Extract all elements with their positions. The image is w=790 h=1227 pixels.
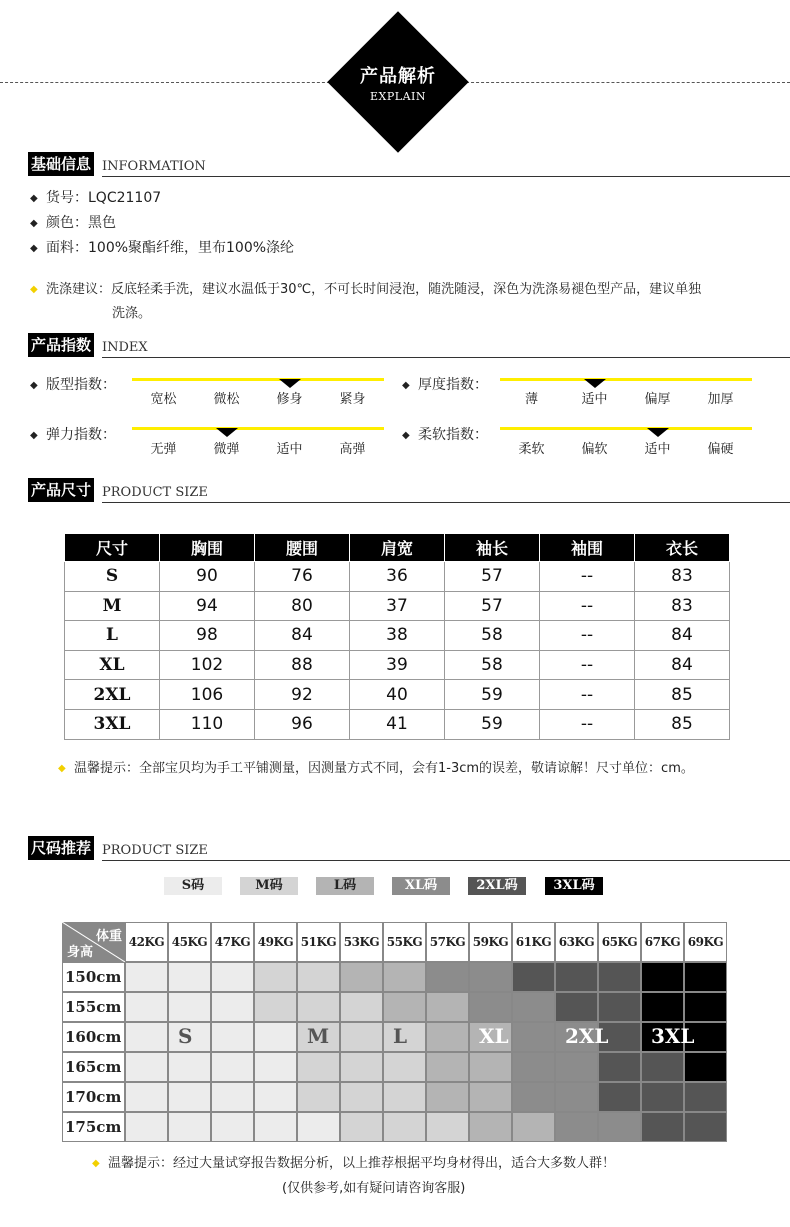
index-option: 薄 [524, 392, 539, 407]
size-header: 尺寸 [65, 534, 160, 562]
size-tip: ◆ 温馨提示：全部宝贝均为手工平铺测量，因测量方式不同，会有1-3cm的误差，敬请谅解！尺寸单位：cm。 [58, 761, 694, 776]
index-option: 适中 [581, 392, 608, 407]
legend-item: L码 [316, 877, 374, 895]
grid-cell [512, 962, 555, 992]
index-marker-icon [216, 428, 238, 437]
page-title: 产品解析 [360, 66, 436, 87]
grid-cell [684, 962, 727, 992]
grid-cell [426, 1112, 469, 1142]
grid-cell [254, 1022, 297, 1052]
size-header: 衣长 [635, 534, 730, 562]
wash-advice-cont: 洗涤。 [112, 306, 152, 321]
grid-cell [254, 962, 297, 992]
grid-cell [555, 1052, 598, 1082]
legend-item: XL码 [392, 877, 450, 895]
size-row [65, 562, 730, 592]
index-bar [500, 427, 752, 430]
recommend-tip: ◆ 温馨提示：经过大量试穿报告数据分析，以上推荐根据平均身材得出，适合大多数人群！ [92, 1156, 616, 1171]
header-dash-right [456, 82, 790, 83]
index-option: 微弹 [213, 442, 240, 457]
legend-item: M码 [240, 877, 298, 895]
legend-item: 3XL码 [545, 877, 603, 895]
weight-label: 47KG [214, 935, 251, 949]
weight-label: 57KG [429, 935, 466, 949]
section-recommend-en: PRODUCT SIZE [102, 843, 208, 858]
size-cell: 83 [635, 591, 730, 621]
size-cell: 84 [635, 621, 730, 651]
size-cell: 76 [255, 562, 350, 592]
section-index-title: 产品指数 [28, 333, 94, 357]
recommend-note: (仅供参考,如有疑问请咨询客服) [282, 1181, 466, 1196]
grid-cell [297, 992, 340, 1022]
index-bar [132, 427, 384, 430]
grid-cell [340, 1022, 383, 1052]
size-region-label: M [307, 1024, 330, 1048]
index-option: 紧身 [339, 392, 366, 407]
index-bar [500, 378, 752, 381]
grid-cell [297, 1082, 340, 1112]
grid-cell [512, 992, 555, 1022]
size-cell: 94 [160, 591, 255, 621]
grid-cell [340, 992, 383, 1022]
weight-label: 51KG [300, 935, 337, 949]
size-cell: 3XL [65, 709, 160, 739]
grid-cell [469, 1052, 512, 1082]
grid-cell [684, 1112, 727, 1142]
grid-cell [211, 1112, 254, 1142]
height-label: 155cm [65, 998, 122, 1016]
size-header: 袖围 [540, 534, 635, 562]
size-cell: L [65, 621, 160, 651]
grid-cell [297, 1052, 340, 1082]
index-option: 偏软 [581, 442, 608, 457]
weight-label: 45KG [171, 935, 208, 949]
weight-label: 53KG [343, 935, 380, 949]
grid-cell [211, 992, 254, 1022]
grid-cell [426, 962, 469, 992]
grid-cell [512, 1052, 555, 1082]
index-label: ◆ 厚度指数： [402, 377, 488, 393]
grid-cell [469, 992, 512, 1022]
grid-cell [426, 1052, 469, 1082]
grid-cell [125, 1082, 168, 1112]
size-table [64, 533, 730, 740]
size-cell: 106 [160, 680, 255, 710]
size-cell: 96 [255, 709, 350, 739]
size-cell: 57 [445, 591, 540, 621]
grid-cell [168, 1082, 211, 1112]
grid-cell [426, 1022, 469, 1052]
grid-cell [125, 1022, 168, 1052]
size-region-label: 2XL [565, 1024, 609, 1048]
section-recommend-title: 尺码推荐 [28, 836, 94, 860]
size-cell: 85 [635, 709, 730, 739]
index-marker-icon [584, 379, 606, 388]
grid-cell [254, 1052, 297, 1082]
grid-cell [598, 1082, 641, 1112]
size-cell: 58 [445, 621, 540, 651]
grid-cell [340, 962, 383, 992]
corner-weight: 体重 [95, 929, 122, 944]
index-option: 微松 [213, 392, 240, 407]
size-region-label: 3XL [651, 1024, 695, 1048]
size-header: 肩宽 [350, 534, 445, 562]
size-cell: 59 [445, 680, 540, 710]
grid-cell [254, 1082, 297, 1112]
size-cell: 2XL [65, 680, 160, 710]
size-cell: 36 [350, 562, 445, 592]
size-region-label: L [393, 1024, 408, 1048]
size-cell: 57 [445, 562, 540, 592]
grid-cell [469, 962, 512, 992]
index-label: ◆ 柔软指数： [402, 427, 488, 443]
size-cell: -- [540, 709, 635, 739]
grid-cell [383, 1112, 426, 1142]
index-marker-icon [279, 379, 301, 388]
grid-cell [383, 962, 426, 992]
index-marker-icon [647, 428, 669, 437]
grid-cell [211, 1052, 254, 1082]
size-region-label: XL [479, 1024, 509, 1048]
size-cell: 37 [350, 591, 445, 621]
grid-cell [340, 1112, 383, 1142]
info-line: ◆ 颜色：黑色 [30, 215, 116, 231]
grid-cell [512, 1112, 555, 1142]
size-cell: 85 [635, 680, 730, 710]
grid-cell [426, 1082, 469, 1112]
grid-cell [641, 962, 684, 992]
section-basic-en: INFORMATION [102, 159, 206, 174]
height-label: 170cm [65, 1088, 122, 1106]
info-line: ◆ 货号：LQC21107 [30, 190, 162, 206]
section-index-en: INDEX [102, 340, 148, 355]
weight-label: 65KG [601, 935, 638, 949]
index-option: 加厚 [707, 392, 734, 407]
size-cell: 98 [160, 621, 255, 651]
grid-cell [598, 992, 641, 1022]
grid-cell [125, 1052, 168, 1082]
section-basic-title: 基础信息 [28, 152, 94, 176]
grid-cell [598, 1112, 641, 1142]
grid-cell [469, 1112, 512, 1142]
weight-label: 49KG [257, 935, 294, 949]
size-cell: 90 [160, 562, 255, 592]
legend-item: 2XL码 [468, 877, 526, 895]
grid-cell [469, 1082, 512, 1112]
size-cell: 84 [255, 621, 350, 651]
size-header: 胸围 [160, 534, 255, 562]
grid-cell [641, 1112, 684, 1142]
size-cell: 80 [255, 591, 350, 621]
grid-cell [598, 962, 641, 992]
grid-cell [684, 1082, 727, 1112]
size-cell: -- [540, 621, 635, 651]
grid-cell [254, 1112, 297, 1142]
size-cell: S [65, 562, 160, 592]
size-cell: 88 [255, 650, 350, 680]
size-cell: 38 [350, 621, 445, 651]
size-cell: 83 [635, 562, 730, 592]
size-cell: 58 [445, 650, 540, 680]
index-label: ◆ 版型指数： [30, 377, 116, 393]
grid-cell [211, 962, 254, 992]
size-row [65, 591, 730, 621]
size-cell: 39 [350, 650, 445, 680]
grid-cell [211, 1022, 254, 1052]
grid-cell [512, 1082, 555, 1112]
size-cell: 110 [160, 709, 255, 739]
size-cell: 92 [255, 680, 350, 710]
weight-label: 69KG [687, 935, 724, 949]
grid-cell [383, 1082, 426, 1112]
yellow-diamond-icon: ◆ [58, 763, 66, 774]
size-cell: -- [540, 562, 635, 592]
weight-label: 67KG [644, 935, 681, 949]
size-row [65, 621, 730, 651]
yellow-diamond-icon: ◆ [30, 284, 38, 295]
grid-cell [383, 1052, 426, 1082]
grid-cell [598, 1052, 641, 1082]
grid-cell [383, 992, 426, 1022]
weight-label: 59KG [472, 935, 509, 949]
grid-cell [684, 992, 727, 1022]
index-bar [132, 378, 384, 381]
grid-cell [168, 992, 211, 1022]
size-cell: 40 [350, 680, 445, 710]
height-label: 160cm [65, 1028, 122, 1046]
size-row [65, 680, 730, 710]
grid-cell [168, 1052, 211, 1082]
grid-cell [555, 1112, 598, 1142]
height-label: 150cm [65, 968, 122, 986]
weight-label: 63KG [558, 935, 595, 949]
index-option: 柔软 [518, 442, 545, 457]
grid-cell [211, 1082, 254, 1112]
size-header: 腰围 [255, 534, 350, 562]
size-cell: -- [540, 591, 635, 621]
size-cell: XL [65, 650, 160, 680]
height-label: 175cm [65, 1118, 122, 1136]
index-option: 宽松 [150, 392, 177, 407]
grid-cell [340, 1082, 383, 1112]
grid-cell [125, 962, 168, 992]
grid-cell [297, 962, 340, 992]
index-option: 偏厚 [644, 392, 671, 407]
page-subtitle: EXPLAIN [370, 90, 426, 103]
header-dash-left [0, 82, 340, 83]
size-row [65, 650, 730, 680]
size-cell: -- [540, 650, 635, 680]
grid-cell [297, 1112, 340, 1142]
section-size-title: 产品尺寸 [28, 478, 94, 502]
grid-corner [62, 922, 125, 962]
size-cell: M [65, 591, 160, 621]
index-option: 无弹 [150, 442, 177, 457]
grid-cell [512, 1022, 555, 1052]
size-row [65, 709, 730, 739]
index-label: ◆ 弹力指数： [30, 427, 116, 443]
info-line: ◆ 面料：100%聚酯纤维，里布100%涤纶 [30, 240, 295, 256]
size-cell: 102 [160, 650, 255, 680]
size-cell: 84 [635, 650, 730, 680]
index-option: 偏硬 [707, 442, 734, 457]
corner-height: 身高 [67, 945, 94, 960]
grid-cell [125, 1112, 168, 1142]
grid-cell [340, 1052, 383, 1082]
section-size-en: PRODUCT SIZE [102, 485, 208, 500]
size-cell: 41 [350, 709, 445, 739]
grid-cell [641, 1082, 684, 1112]
grid-cell [555, 962, 598, 992]
grid-cell [254, 992, 297, 1022]
legend-item: S码 [164, 877, 222, 895]
size-header: 袖长 [445, 534, 540, 562]
index-option: 修身 [276, 392, 303, 407]
size-region-label: S [178, 1024, 193, 1048]
weight-label: 42KG [128, 935, 165, 949]
index-option: 高弹 [339, 442, 366, 457]
yellow-diamond-icon: ◆ [92, 1158, 100, 1169]
weight-label: 61KG [515, 935, 552, 949]
size-cell: -- [540, 680, 635, 710]
wash-advice: ◆ 洗涤建议：反底轻柔手洗，建议水温低于30℃，不可长时间浸泡，随洗随浸，深色为洗涤易褪色型产品，建议单独 [30, 282, 702, 297]
grid-cell [426, 992, 469, 1022]
grid-cell [641, 992, 684, 1022]
height-label: 165cm [65, 1058, 122, 1076]
grid-cell [555, 992, 598, 1022]
grid-cell [555, 1082, 598, 1112]
size-cell: 59 [445, 709, 540, 739]
grid-cell [641, 1052, 684, 1082]
index-option: 适中 [276, 442, 303, 457]
grid-cell [684, 1052, 727, 1082]
grid-cell [168, 962, 211, 992]
grid-cell [168, 1112, 211, 1142]
index-option: 适中 [644, 442, 671, 457]
weight-label: 55KG [386, 935, 423, 949]
grid-cell [125, 992, 168, 1022]
